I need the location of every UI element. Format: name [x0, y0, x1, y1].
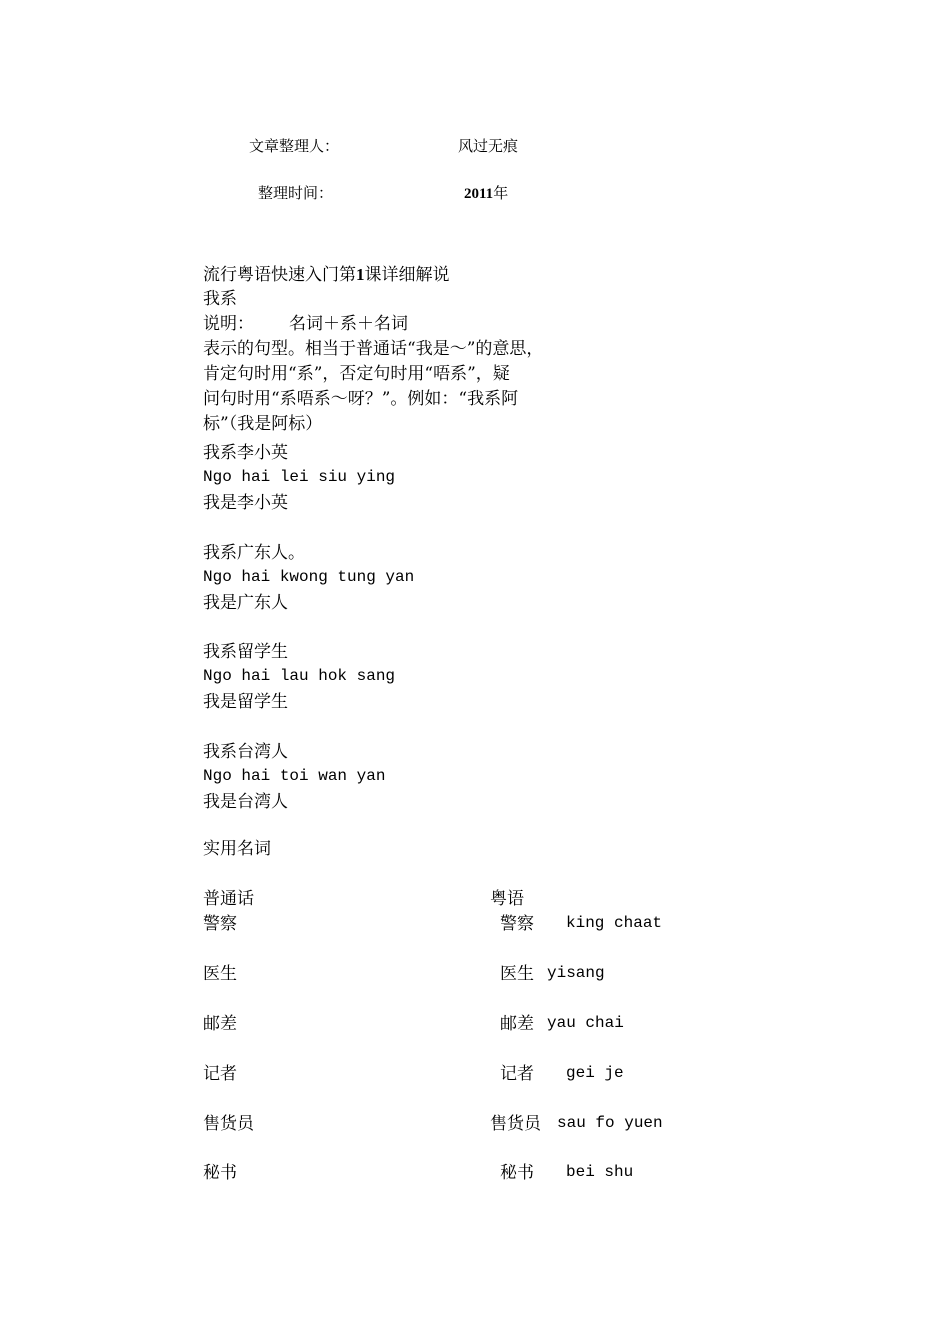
vocab-col-mandarin: 普通话 — [203, 889, 254, 909]
vocab-mandarin: 秘书 — [203, 1163, 237, 1183]
example-mandarin: 我是李小英 — [203, 493, 288, 513]
vocab-mandarin: 记者 — [203, 1064, 237, 1084]
vocab-col-cantonese: 粤语 — [490, 889, 524, 909]
vocab-romanization: yau chai — [547, 1014, 624, 1032]
vocab-romanization: bei shu — [566, 1163, 634, 1181]
description-line: 肯定句时用“系”，否定句时用“唔系”，疑 — [203, 364, 510, 384]
example-mandarin: 我是留学生 — [203, 692, 288, 712]
vocab-cantonese: 记者 — [500, 1064, 534, 1084]
vocab-cantonese: 售货员 — [490, 1114, 541, 1134]
vocab-romanization: yisang — [547, 964, 605, 982]
vocab-mandarin: 售货员 — [203, 1114, 254, 1134]
lesson-title-post: 课详细解说 — [364, 265, 450, 285]
example-romanization: Ngo hai toi wan yan — [203, 767, 386, 785]
description-line: 标”（我是阿标） — [203, 414, 323, 434]
explain-label: 说明： — [203, 314, 254, 334]
vocab-cantonese: 秘书 — [500, 1163, 534, 1183]
vocab-cantonese: 医生 — [500, 964, 534, 984]
date-year-number: 2011 — [464, 186, 494, 202]
explain-formula: 名词＋系＋名词 — [289, 314, 408, 334]
date-year-unit: 年 — [493, 184, 509, 202]
organizer-name: 风过无痕 — [458, 137, 519, 155]
lesson-title-pre: 流行粤语快速入门第 — [203, 265, 356, 285]
vocab-mandarin: 警察 — [203, 914, 237, 934]
date-value — [464, 182, 508, 203]
example-romanization: Ngo hai lei siu ying — [203, 468, 396, 486]
example-romanization: Ngo hai kwong tung yan — [203, 568, 415, 586]
vocab-romanization: sau fo yuen — [557, 1114, 663, 1132]
example-mandarin: 我是台湾人 — [203, 792, 288, 812]
description-line: 表示的句型。相当于普通话“我是～”的意思， — [203, 339, 544, 359]
description-line: 问句时用“系唔系～呀？”。例如：“我系阿 — [203, 389, 519, 409]
example-cantonese: 我系李小英 — [203, 443, 288, 463]
date-label: 整理时间： — [258, 184, 334, 202]
example-romanization: Ngo hai lau hok sang — [203, 667, 396, 685]
vocab-mandarin: 邮差 — [203, 1014, 237, 1034]
organizer-label: 文章整理人： — [249, 137, 340, 155]
lesson-description — [203, 337, 603, 437]
example-cantonese: 我系台湾人 — [203, 742, 288, 762]
vocab-cantonese: 警察 — [500, 914, 534, 934]
lesson-title-number: 1 — [356, 265, 365, 284]
vocab-romanization: gei je — [566, 1064, 624, 1082]
example-mandarin: 我是广东人 — [203, 593, 288, 613]
lesson-title — [203, 262, 450, 288]
example-cantonese: 我系留学生 — [203, 642, 288, 662]
lesson-keyword: 我系 — [203, 289, 237, 309]
vocab-romanization: king chaat — [566, 914, 663, 932]
vocab-mandarin: 医生 — [203, 964, 237, 984]
vocab-cantonese: 邮差 — [500, 1014, 534, 1034]
example-cantonese: 我系广东人。 — [203, 543, 305, 563]
vocab-heading: 实用名词 — [203, 839, 271, 859]
